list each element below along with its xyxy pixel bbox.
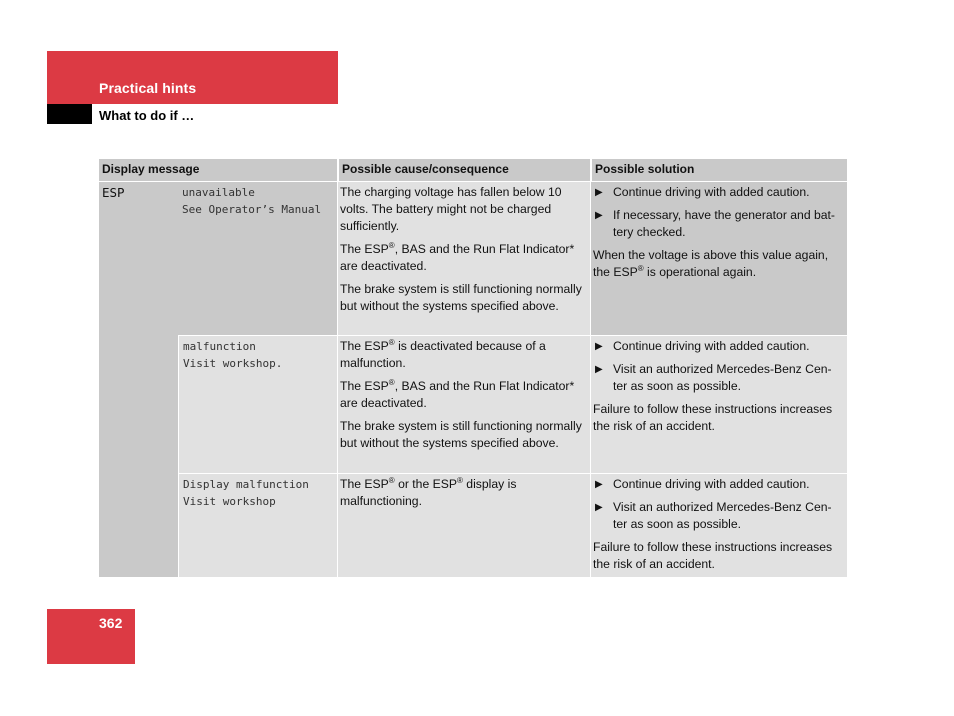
row-divider (178, 335, 847, 336)
bullet-arrow-icon: ▶ (595, 364, 603, 375)
cause-text: The charging voltage has fallen below 10 volts. The battery might not be charged sufficiently. (340, 185, 562, 233)
cause-cell (338, 182, 590, 335)
column-header-cause: Possible cause/consequence (338, 159, 590, 181)
esp-messages-table (99, 159, 847, 577)
message-text: Visit workshop. (183, 357, 283, 370)
cause-cell (338, 474, 590, 577)
message-text: malfunction (183, 340, 256, 353)
solution-bullet-text: Visit an authorized Mercedes-Benz Cen-ter as soon as possible. (613, 500, 832, 531)
solution-bullet (593, 207, 843, 241)
message-text: unavailable (182, 186, 255, 199)
cause-text: The brake system is still functioning normally but without the systems specified above. (340, 419, 582, 450)
column-header-solution: Possible solution (591, 159, 847, 181)
section-header-bar (47, 51, 338, 104)
row-divider (178, 473, 847, 474)
column-divider (590, 182, 591, 577)
solution-bullet-text: If necessary, have the generator and bat-tery checked. (613, 208, 835, 239)
cause-cell (338, 336, 590, 473)
subsection-title: What to do if … (99, 108, 195, 123)
solution-bullet-text: Continue driving with added caution. (613, 185, 810, 199)
solution-cell (591, 474, 847, 577)
solution-cell (591, 182, 847, 335)
message-text: Display malfunction (183, 478, 309, 491)
row-divider (99, 181, 847, 182)
solution-note: When the voltage is above this value again, the ESP® is operational again. (593, 248, 829, 279)
bullet-arrow-icon: ▶ (595, 502, 603, 513)
cause-text: The brake system is still functioning normally but without the systems specified above. (340, 282, 582, 313)
solution-bullet (593, 476, 843, 493)
section-title: Practical hints (99, 80, 197, 96)
solution-cell (591, 336, 847, 473)
bullet-arrow-icon: ▶ (595, 187, 603, 198)
message-text: Visit workshop (183, 495, 276, 508)
solution-bullet-text: Visit an authorized Mercedes-Benz Cen-ter as soon as possible. (613, 362, 832, 393)
bullet-arrow-icon: ▶ (595, 341, 603, 352)
bullet-arrow-icon: ▶ (595, 479, 603, 490)
message-cell (178, 336, 338, 473)
subsection-marker (47, 104, 92, 124)
column-divider (337, 182, 338, 577)
page-number: 362 (99, 615, 123, 631)
solution-note: Failure to follow these instructions increases the risk of an accident. (593, 402, 833, 433)
bullet-arrow-icon: ▶ (595, 210, 603, 221)
solution-bullet (593, 184, 843, 201)
solution-bullet-text: Continue driving with added caution. (613, 339, 810, 353)
cause-text: The ESP® is deactivated because of a malfunction. (340, 337, 546, 370)
group-label-cell (99, 182, 178, 577)
message-cell (178, 182, 337, 335)
group-label: ESP (102, 185, 125, 200)
solution-bullet (593, 499, 843, 533)
solution-bullet-text: Continue driving with added caution. (613, 477, 810, 491)
solution-bullet (593, 338, 843, 355)
solution-bullet (593, 361, 843, 395)
message-cell (178, 474, 338, 577)
cause-text: The ESP®, BAS and the Run Flat Indicator* are deactivated. (340, 240, 575, 273)
message-text: See Operator’s Manual (182, 203, 322, 216)
cause-text: The ESP®, BAS and the Run Flat Indicator* are deactivated. (340, 377, 575, 410)
column-header-display-message: Display message (99, 159, 337, 181)
solution-note: Failure to follow these instructions increases the risk of an accident. (593, 540, 833, 571)
cause-text: The ESP® or the ESP® display is malfunctioning. (340, 475, 517, 508)
